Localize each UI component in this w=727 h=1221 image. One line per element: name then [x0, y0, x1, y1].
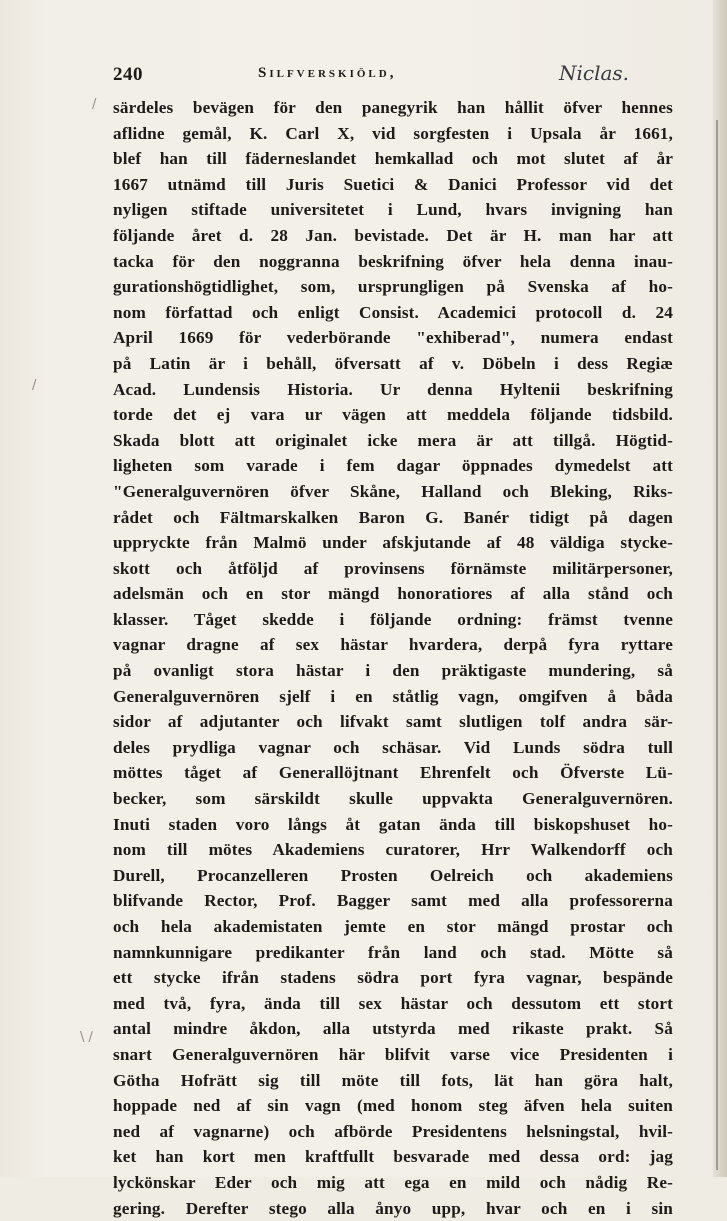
text-line: torde det ej vara ur vägen att meddela följande tidsbild. — [113, 405, 673, 425]
text-line: sidor af adjutanter och lifvakt samt slutligen tolf andra sär- — [113, 712, 673, 732]
text-line: Durell, Procanzelleren Prosten Oelreich och akademiens — [113, 865, 673, 885]
text-line: ket han kort men kraftfullt besvarade med dessa ord: jag — [113, 1147, 673, 1167]
margin-mark-top-left: / — [92, 97, 97, 112]
text-line: särdeles bevägen för den panegyrik han hållit öfver hennes — [113, 98, 673, 117]
text-line: Skada blott att originalet icke mera är att tillgå. Högtid- — [113, 430, 673, 450]
running-title: Silfverskiöld, — [258, 65, 397, 81]
margin-mark-left: / — [32, 378, 37, 393]
text-line: hoppade ned af sin vagn (med honom steg äfven hela suiten — [113, 1096, 673, 1116]
text-line: gurationshögtidlighet, som, ursprungligen på Svenska af ho- — [113, 277, 673, 297]
text-line: Generalguvernören sjelf i en ståtlig vagn, omgifven å båda — [113, 686, 673, 706]
text-line: ned af vagnarne) och afbörde Presidentens helsningstal, hvil- — [113, 1121, 673, 1141]
text-line: blifvande Rector, Prof. Bagger samt med alla professorerna — [113, 891, 673, 911]
text-line: på Latin är i behåll, öfversatt af v. Döbeln i dess Regiæ — [113, 353, 673, 373]
margin-mark-bottom: \ / — [80, 1030, 93, 1045]
text-line: 1667 utnämd till Juris Suetici & Danici Professor vid det — [113, 174, 673, 194]
body-text — [113, 95, 673, 1221]
text-line: uppryckte från Malmö under afskjutande af 48 väldiga stycke- — [113, 533, 673, 553]
text-line: på ovanligt stora hästar i den präktigaste mundering, så — [113, 661, 673, 681]
text-line: ligheten som varade i fem dagar öppnades dymedelst att — [113, 456, 673, 476]
text-line: April 1669 för vederbörande "exhiberad", numera endast — [113, 328, 673, 348]
handwritten-annotation: Niclas. — [559, 61, 630, 85]
text-line: adelsmän och en stor mängd honoratiores af alla stånd och — [113, 584, 673, 604]
text-line: nom till mötes Akademiens curatorer, Hrr Walkendorff och — [113, 840, 673, 860]
page-number: 240 — [113, 64, 143, 85]
text-line: blef han till fäderneslandet hemkallad och mot slutet af år — [113, 149, 673, 169]
text-line: med två, fyra, ända till sex hästar och dessutom ett stort — [113, 993, 673, 1013]
text-line: "Generalguvernören öfver Skåne, Halland och Bleking, Riks- — [113, 481, 673, 501]
text-line: deles prydliga vagnar och schäsar. Vid Lunds södra tull — [113, 737, 673, 757]
text-line: skott och åtföljd af provinsens förnämste militärpersoner, — [113, 558, 673, 578]
text-line: Götha Hofrätt sig till möte till fots, lät han göra halt, — [113, 1070, 673, 1090]
text-line: och hela akademistaten jemte en stor mängd prostar och — [113, 917, 673, 936]
text-line: Inuti staden voro långs åt gatan ända till biskopshuset ho- — [113, 814, 673, 834]
text-line: namnkunnigare predikanter från land och stad. Mötte så — [113, 942, 673, 962]
text-line: vagnar dragne af sex hästar hvardera, derpå fyra ryttare — [113, 635, 673, 655]
text-line: aflidne gemål, K. Carl X, vid sorgfesten i Upsala år 1661, — [113, 123, 673, 143]
text-line: klasser. Tåget skedde i följande ordning: främst tvenne — [113, 609, 673, 629]
text-line: följande året d. 28 Jan. bevistade. Det är H. man har att — [113, 225, 673, 245]
text-line: ett stycke ifrån stadens södra port fyra vagnar, bespände — [113, 968, 673, 988]
text-line: becker, som särskildt skulle uppvakta Generalguvernören. — [113, 789, 673, 809]
text-line: gering. Derefter stego alla ånyo upp, hvar och en i sin — [113, 1198, 673, 1218]
text-line: snart Generalguvernören här blifvit varse vice Presidenten i — [113, 1044, 673, 1064]
text-line: nyligen stiftade universitetet i Lund, hvars invigning han — [113, 200, 673, 220]
binding-rule — [716, 120, 718, 1170]
text-line: möttes tåget af Generallöjtnant Ehrenfelt och Öfverste Lü- — [113, 763, 673, 783]
text-line: rådet och Fältmarskalken Baron G. Banér tidigt på dagen — [113, 507, 673, 527]
text-line: antal mindre åkdon, alla utstyrda med rikaste prakt. Så — [113, 1019, 673, 1039]
running-header — [113, 61, 673, 90]
text-line: tacka för den noggranna beskrifning öfver hela denna inau- — [113, 251, 673, 271]
text-line: nom författad och enligt Consist. Academici protocoll d. 24 — [113, 302, 673, 322]
text-line: lyckönskar Eder och mig att ega en mild och nådig Re- — [113, 1172, 673, 1192]
text-line: Acad. Lundensis Historia. Ur denna Hyltenii beskrifning — [113, 379, 673, 399]
